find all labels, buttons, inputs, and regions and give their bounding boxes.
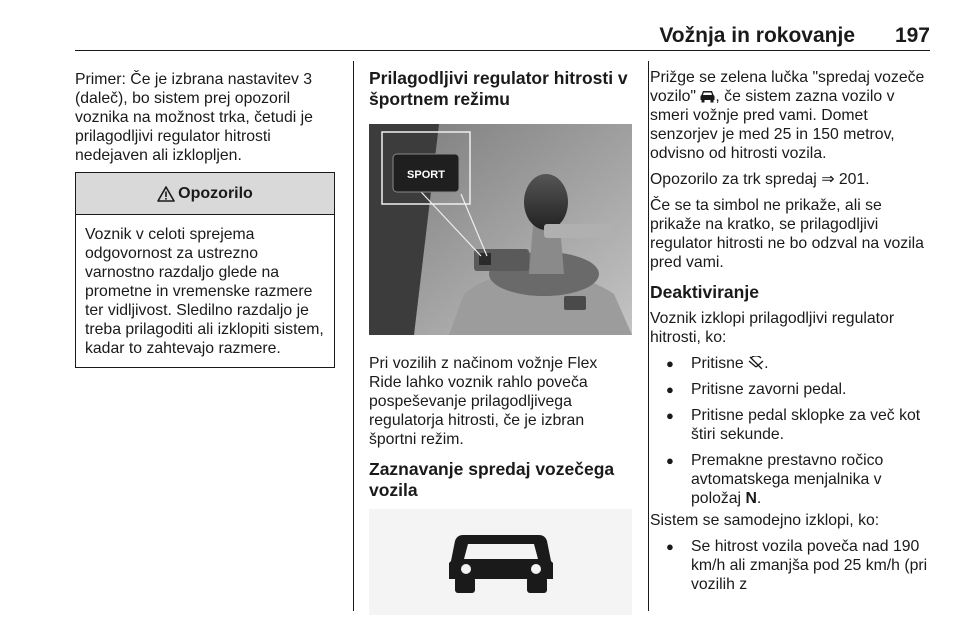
- deactivation-list: [650, 354, 930, 508]
- vehicle-ahead-icon: [441, 527, 561, 597]
- column-divider-right: [648, 61, 649, 611]
- sport-button-label: SPORT: [407, 169, 445, 181]
- running-title: Vožnja in rokovanje: [659, 24, 855, 47]
- symbol-missing-paragraph: Če se ta simbol ne prikaže, ali se prikaže na kratko, se prilagodljivi regulator hitrosti ne bo odzval na vozila pred vami.: [650, 197, 924, 271]
- collision-warning-reference: Opozorilo za trk spredaj ⇒ 201.: [650, 171, 870, 188]
- warning-header: [76, 173, 334, 215]
- warning-box: [75, 172, 335, 368]
- indicator-paragraph: [650, 68, 930, 163]
- gear-position-label: N: [745, 490, 757, 507]
- list-item: ● Pritisne pedal sklopke za več kot štiri sekunde.: [650, 406, 930, 444]
- column-2: [369, 68, 634, 615]
- bullet-text: Premakne prestavno ročico avtomatskega menjalnika v položaj: [691, 452, 884, 507]
- header-rule: [75, 50, 930, 51]
- deactivation-heading: Deaktiviranje: [650, 282, 759, 302]
- warning-title: Opozorilo: [178, 185, 253, 202]
- auto-deactivation-intro: Sistem se samodejno izklopi, ko:: [650, 512, 880, 529]
- cruise-cancel-icon: [748, 356, 764, 370]
- column-divider-left: [353, 61, 354, 611]
- list-item: [650, 451, 930, 508]
- page-number: 197: [894, 24, 930, 47]
- indicator-text-start: Prižge se zelena lučka "spredaj vozeče vozilo": [650, 69, 925, 105]
- vehicle-ahead-symbol-box: [369, 509, 632, 615]
- column-1: [75, 70, 335, 368]
- indicator-text-end: , če sistem zazna vozilo v smeri vožnje pred vami. Domet senzorjev je med 25 in 150 metrov, odvisno od hitrosti vozila.: [650, 88, 895, 162]
- list-item: [650, 354, 930, 373]
- bullet-text: Pritisne: [691, 355, 749, 372]
- vehicle-detection-heading: Zaznavanje spredaj vozečega vozila: [369, 459, 615, 500]
- warning-triangle-icon: [157, 186, 175, 202]
- deactivation-intro: Voznik izklopi prilagodljivi regulator hitrosti, ko:: [650, 310, 895, 346]
- auto-deactivation-list: [650, 537, 930, 594]
- warning-body: Voznik v celoti sprejema odgovornost za ustrezno varnostno razdaljo glede na prometne in vremenske razmere ter vidljivost. Sledilno razdaljo je treba prilagoditi ali izklopiti sistem, kadar to zahtevajo razmere.: [85, 226, 324, 357]
- sport-mode-text: Pri vozilih z načinom vožnje Flex Ride lahko voznik rahlo poveča pospeševanje prilagodljivega regulatorja hitrosti, če je izbran športni režim.: [369, 355, 598, 448]
- list-item: ● Pritisne zavorni pedal.: [650, 380, 930, 399]
- column-3: [650, 68, 930, 601]
- sport-mode-heading: Prilagodljivi regulator hitrosti v športnem režimu: [369, 68, 628, 109]
- bullet-text-end: .: [756, 490, 762, 507]
- bullet-text-end: .: [764, 355, 769, 372]
- vehicle-ahead-icon: [700, 90, 715, 103]
- list-item: ● Se hitrost vozila poveča nad 190 km/h ali zmanjša pod 25 km/h (pri vozilih z: [650, 537, 930, 594]
- intro-paragraph: Primer: Če je izbrana nastavitev 3 (daleč), bo sistem prej opozoril voznika na možnost trka, četudi je prilagodljivi regulator hitrosti nedejaven ali izklopljen.: [75, 71, 313, 164]
- sport-button-photo: [369, 124, 632, 335]
